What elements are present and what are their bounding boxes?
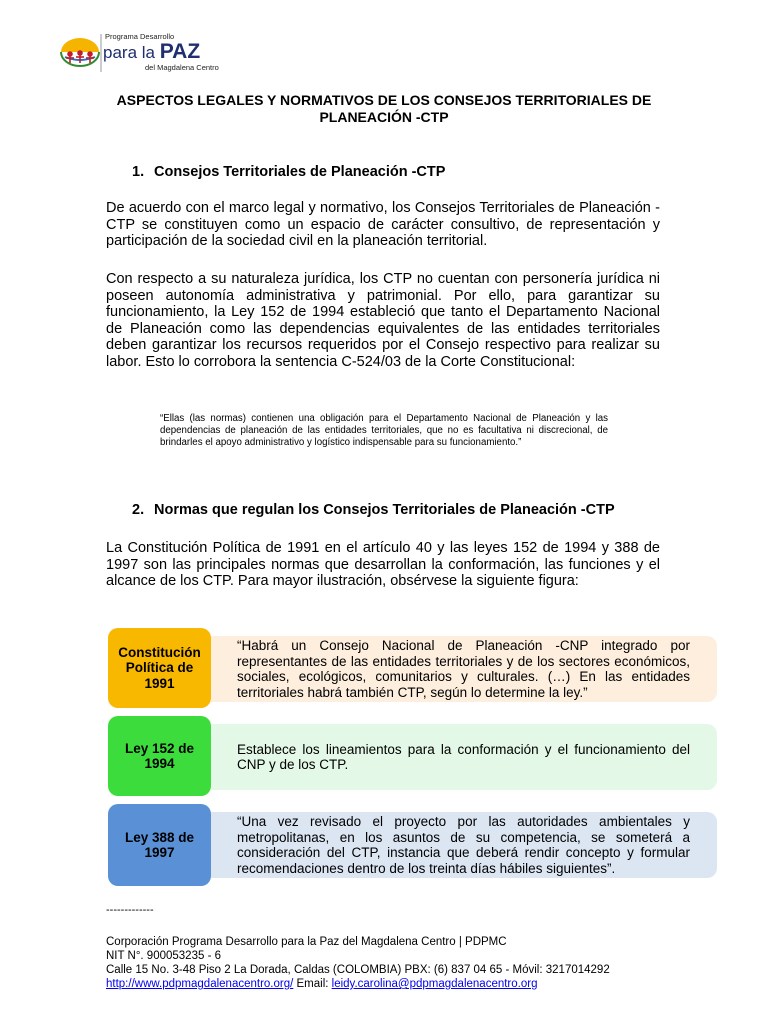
figure-row-2-text-band <box>211 724 717 790</box>
footer-address: Calle 15 No. 3-48 Piso 2 La Dorada, Caldas (COLOMBIA) PBX: (6) 837 04 65 - Móvil: 3217014292 <box>106 964 610 976</box>
page-footer <box>106 935 706 991</box>
footer-nit: NIT N°. 900053235 - 6 <box>106 950 221 962</box>
figure-row-2-text: Establece los lineamientos para la conformación y el funcionamiento del CNP y de los CTP. <box>237 741 690 772</box>
figure-row-1-label-box: Constitución Política de 1991 <box>108 628 211 708</box>
section-2-heading <box>132 502 615 518</box>
footer-organization: Corporación Programa Desarrollo para la Paz del Magdalena Centro | PDPMC <box>106 936 507 948</box>
court-quote: “Ellas (las normas) contienen una obligación para el Departamento Nacional de Planeación y las dependencias de planeación de las entidades territoriales, que no es facultativa ni discrecional, de brindarles el apoyo administrativo y logístico indispensable para su funcionamiento.” <box>160 413 608 448</box>
logo-line-1: Programa Desarrollo <box>105 32 175 41</box>
section-1-heading-text: Consejos Territoriales de Planeación -CTP <box>154 164 446 180</box>
section-2-paragraph-1: La Constitución Política de 1991 en el artículo 40 y las leyes 152 de 1994 y 388 de 1997 son las principales normas que desarrollan la conformación, las funciones y el alcance de los CTP. Para mayor ilustración, obsérvese la siguiente figura: <box>106 540 660 590</box>
footer-contact <box>106 977 706 991</box>
figure-row-1-text-band <box>211 636 717 702</box>
footnote-separator: ------------- <box>106 904 154 916</box>
website-link[interactable]: http://www.pdpmagdalenacentro.org/ <box>106 978 294 990</box>
figure-row-3-label-box: Ley 388 de 1997 <box>108 804 211 886</box>
section-1-heading <box>132 164 445 180</box>
logo-line-2 <box>103 42 200 63</box>
section-1-paragraph-1: De acuerdo con el marco legal y normativo, los Consejos Territoriales de Planeación -CTP se constituyen como un espacio de carácter consultivo, de representación y participación de la sociedad civil en la planeación territorial. <box>106 200 660 250</box>
figure-row-1-text: “Habrá un Consejo Nacional de Planeación -CNP integrado por representantes de las entidades territoriales y de los sectores económicos, sociales, ecológicos, comunitarios y culturales. (…) En las entidades territoriales habrá también CTP, según lo determine la ley.” <box>237 638 690 700</box>
figure-row-3-text-band <box>211 812 717 878</box>
section-2-heading-text: Normas que regulan los Consejos Territoriales de Planeación -CTP <box>154 502 615 518</box>
email-label: Email: <box>293 978 332 990</box>
logo-line-2-bold: PAZ <box>159 40 201 63</box>
section-1-number: 1. <box>132 164 145 180</box>
email-link[interactable]: leidy.carolina@pdpmagdalenacentro.org <box>331 978 538 990</box>
organization-logo <box>57 30 242 74</box>
figure-row-3-text: “Una vez revisado el proyecto por las autoridades ambientales y metropolitanas, en los asuntos de su competencia, se someterá a consideración del CTP, instancia que deberá rendir concepto y formular recomendaciones dentro de los treinta días hábiles siguientes”. <box>237 814 690 876</box>
logo-emblem-icon <box>57 30 103 74</box>
section-1-paragraph-2: Con respecto a su naturaleza jurídica, los CTP no cuentan con personería jurídica ni poseen autonomía administrativa y patrimonial. Por ello, para garantizar su funcionamiento, la Ley 152 de 1994 estableció que tanto el Departamento Nacional de Planeación como las dependencias equivalentes de las entidades territoriales deben garantizar los recursos requeridos por el Consejo respectivo para realizar su labor. Esto lo corrobora la sentencia C-524/03 de la Corte Constitucional: <box>106 271 660 370</box>
logo-line-3: del Magdalena Centro <box>145 63 219 72</box>
figure-row-2-label-box: Ley 152 de 1994 <box>108 716 211 796</box>
document-title: ASPECTOS LEGALES Y NORMATIVOS DE LOS CONSEJOS TERRITORIALES DE PLANEACIÓN -CTP <box>116 92 652 125</box>
logo-line-2-prefix: para la <box>103 43 160 62</box>
section-2-number: 2. <box>132 502 145 518</box>
